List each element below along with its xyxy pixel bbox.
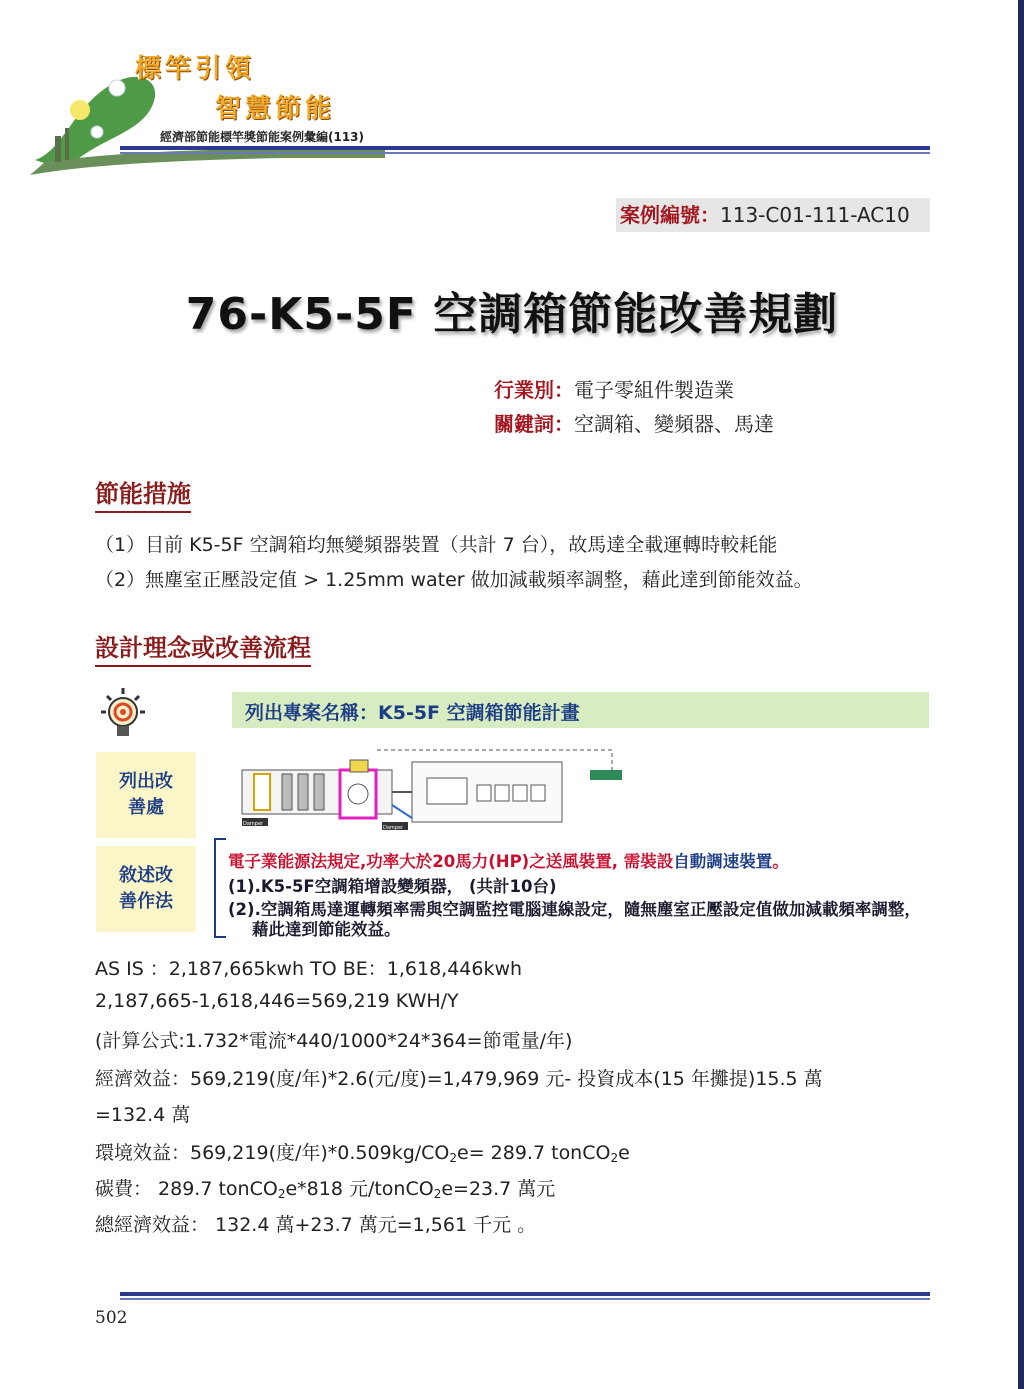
figure-line-2: (1).K5-5F空調箱增設變頻器， (共計10台) [228,877,557,896]
footer-rule-thin [120,1298,930,1300]
case-number-box [616,198,930,232]
figure-line-3: (2).空調箱馬達運轉頻率需與空調監控電腦連線設定，隨無塵室正壓設定值做加減載頻率調整， [228,900,921,919]
side-label-list-text: 列出改善處 [119,771,173,818]
header-rule [120,146,930,150]
calc-env-a: 環境效益：569,219(度/年)*0.509kg/CO [95,1142,450,1164]
page-title: 76-K5-5F 空調箱節能改善規劃 [185,289,839,340]
ahu-diagram [222,730,642,836]
industry-value: 電子零組件製造業 [574,378,734,402]
figure-bracket [214,838,226,938]
case-number-label: 案例編號： [620,203,720,227]
measure-item-2: （2）無塵室正壓設定值 > 1.25mm water 做加減載頻率調整，藉此達到節能效益。 [95,569,813,591]
calc-env-c: e [618,1142,630,1164]
figure-line-1-red: 電子業能源法規定,功率大於20馬力(HP)之送風裝置, 需裝設 [228,852,674,871]
figure-line-1 [228,848,789,872]
calc-carbon-sub2: 2 [433,1187,442,1201]
side-label-list [96,752,196,838]
side-label-describe [96,846,196,932]
calc-carbon [95,1174,555,1201]
calc-carbon-a: 碳費： 289.7 tonCO [95,1178,278,1200]
damper-label-left: Damper [243,821,264,827]
design-heading: 設計理念或改善流程 [95,628,311,667]
figure-line-4: 藉此達到節能效益。 [252,920,401,939]
footer-rule [120,1292,930,1296]
keywords-label: 關鍵詞： [494,412,574,436]
industry-label: 行業別： [494,378,574,402]
calc-formula: (計算公式:1.732*電流*440/1000*24*364=節電量/年) [95,1030,573,1052]
calc-env-sub1: 2 [449,1151,458,1165]
industry-row [494,374,734,403]
calc-econ-b: =132.4 萬 [95,1104,191,1126]
calc-carbon-c: e=23.7 萬元 [441,1178,556,1200]
keywords-value: 空調箱、變頻器、馬達 [574,412,774,436]
calc-env-b: e= 289.7 tonCO [457,1142,611,1164]
calc-carbon-b: e*818 元/tonCO [285,1178,434,1200]
calc-asis: AS IS ：2,187,665kwh TO BE：1,618,446kwh [95,958,523,980]
measures-heading: 節能措施 [95,474,191,513]
calc-env-sub2: 2 [610,1151,619,1165]
lightbulb-icon [95,686,151,746]
keywords-row [494,408,774,437]
brand-line-2: 智慧節能 [215,94,336,124]
header-subtitle: 經濟部節能標竿獎節能案例彙編(113) [160,130,365,144]
case-number-value: 113-C01-111-AC10 [720,203,910,227]
figure-line-1-end: 。 [772,852,789,871]
calc-diff: 2,187,665-1,618,446=569,219 KWH/Y [95,990,459,1012]
page-number: 502 [95,1308,128,1328]
calc-env [95,1138,630,1165]
calc-econ-a: 經濟效益：569,219(度/年)*2.6(元/度)=1,479,969 元- 投資成本(15 年攤提)15.5 萬 [95,1068,823,1090]
figure-banner-text: 列出專案名稱：K5-5F 空調箱節能計畫 [245,702,580,724]
calc-carbon-sub1: 2 [277,1187,286,1201]
brand-line-1: 標竿引領 [135,54,256,84]
header-rule-thin [120,152,930,154]
side-label-describe-text: 敘述改善作法 [119,865,173,912]
figure-line-1-blue: 自動調速裝置 [673,852,773,871]
damper-label-mid: Damper [383,825,404,831]
measure-item-1: （1）目前 K5-5F 空調箱均無變頻器裝置（共計 7 台），故馬達全載運轉時較耗能 [95,534,778,556]
page-edge [1018,0,1024,1389]
calc-total: 總經濟效益： 132.4 萬+23.7 萬元=1,561 千元 。 [95,1214,537,1236]
